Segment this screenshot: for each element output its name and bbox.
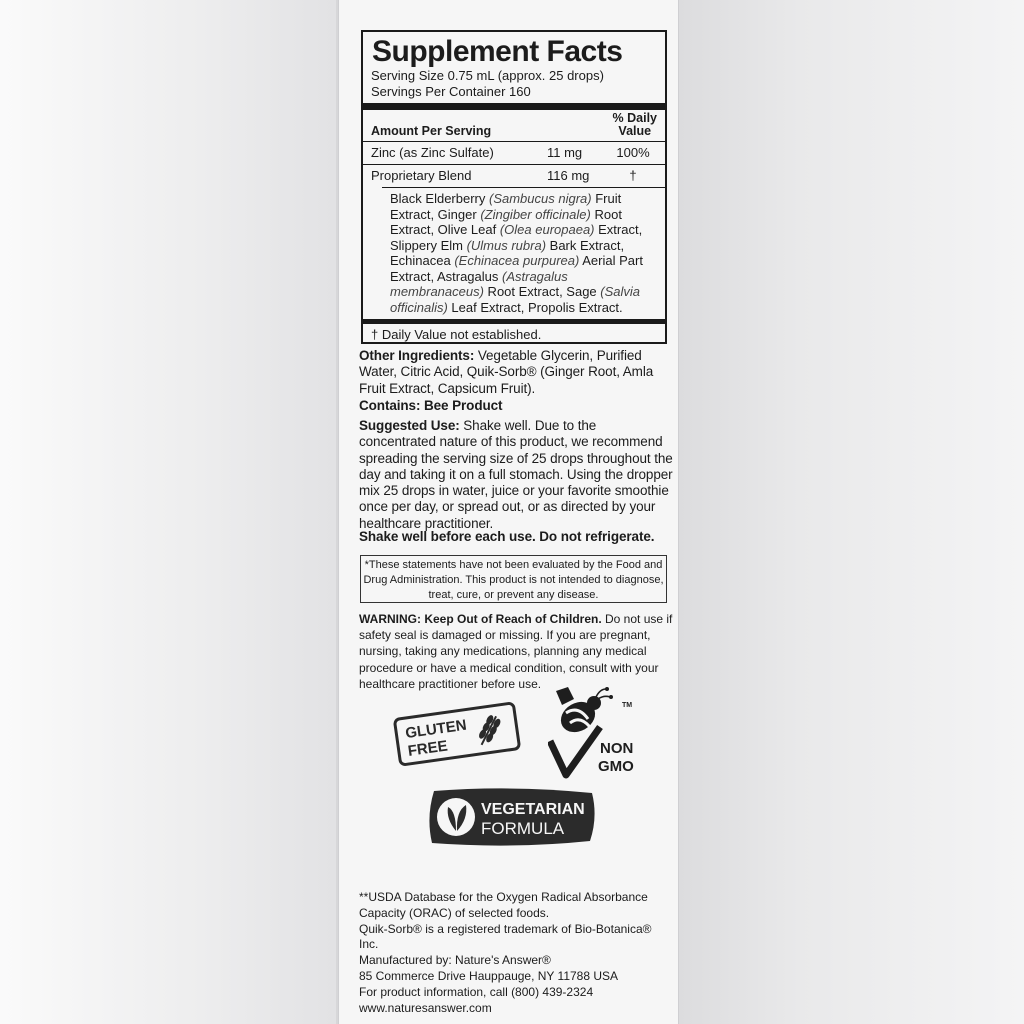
nutrient-row-zinc <box>371 142 657 164</box>
botanical-name: (Sambucus nigra) <box>488 191 592 206</box>
trademark-note: Quik-Sorb® is a registered trademark of Bio-Botanica® Inc. <box>359 921 652 952</box>
nutrient-daily-value: † <box>629 168 637 183</box>
blend-text: Aerial Part Extract, Astragalus <box>390 253 643 284</box>
non-gmo-badge <box>548 683 648 783</box>
warning-label: WARNING: Keep Out of Reach of Children. <box>359 612 602 626</box>
daily-value-footnote: † Daily Value not established. <box>371 327 542 342</box>
warning <box>359 611 674 692</box>
suggested-use <box>359 418 674 532</box>
other-ingredients <box>359 348 674 397</box>
box-right-side <box>678 0 1024 1024</box>
website: www.naturesanswer.com <box>359 1000 492 1015</box>
botanical-name: (Zingiber officinale) <box>480 206 591 222</box>
manufacturer: Manufactured by: Nature's Answer® <box>359 953 551 968</box>
blend-text: Root Extract, Sage <box>483 284 601 299</box>
daily-value-header-line1: % Daily <box>612 111 657 125</box>
nutrient-amount: 11 mg <box>547 145 583 160</box>
warning-text: Do not use if safety seal is damaged or missing. If you are pregnant, nursing, taking any medications, planning any medical procedure or have a medical condition, consult with your healthcare practitioner before use. <box>359 612 673 691</box>
blend-text: Extract, Slippery Elm <box>390 222 643 253</box>
leaf-icon <box>437 798 475 836</box>
nutrient-name: Proprietary Blend <box>371 168 472 183</box>
checkmark-icon <box>550 727 600 775</box>
serving-size: Serving Size 0.75 mL (approx. 25 drops) <box>371 68 604 83</box>
nutrient-amount: 116 mg <box>547 168 590 183</box>
usda-note: **USDA Database for the Oxygen Radical Absorbance Capacity (ORAC) of selected foods. <box>359 890 648 920</box>
non-gmo-text-line2: GMO <box>598 758 634 775</box>
botanical-name: (Salvia officinalis) <box>390 284 641 315</box>
amount-header-row <box>363 110 665 142</box>
blend-text: Bark Extract, Echinacea <box>390 237 625 268</box>
daily-value-header-line2: Value <box>618 124 652 138</box>
amount-per-serving-label: Amount Per Serving <box>371 124 492 138</box>
contains-notice: Contains: Bee Product <box>359 398 503 413</box>
trademark-symbol: TM <box>622 702 633 709</box>
other-ingredients-text: Vegetable Glycerin, Purified Water, Citric Acid, Quik-Sorb® (Ginger Root, Amla Fruit Extract, Capsicum Fruit). <box>359 348 654 396</box>
bee-icon <box>555 687 613 738</box>
shake-notice: Shake well before each use. Do not refrigerate. <box>359 529 655 544</box>
supplement-facts-box <box>361 30 667 344</box>
supplement-facts-title: Supplement Facts <box>372 35 623 68</box>
botanical-name: (Echinacea purpurea) <box>454 253 580 268</box>
blend-text: Leaf Extract, Propolis Extract. <box>447 299 623 315</box>
fda-disclaimer-box <box>360 555 667 603</box>
servings-per-container: Servings Per Container 160 <box>371 84 531 99</box>
nutrient-name: Zinc (as Zinc Sulfate) <box>371 145 494 160</box>
blend-text: Black Elderberry <box>390 191 489 206</box>
box-left-side <box>0 0 336 1024</box>
suggested-use-text: Shake well. Due to the concentrated nature of this product, we recommend spreading the serving size of 25 drops throughout the day and taking it on a full stomach. Using the dropper mix 25 drops in water, juice or your favorite smoothie once per day, or spread out, or as directed by your healthcare practitioner. <box>359 418 673 531</box>
suggested-use-label: Suggested Use: <box>359 418 460 433</box>
address: 85 Commerce Drive Hauppauge, NY 11788 USA <box>359 968 619 983</box>
botanical-name: (Ulmus rubra) <box>466 237 547 253</box>
contact-phone: For product information, call (800) 439-2324 <box>359 984 594 999</box>
proprietary-blend-ingredients <box>371 188 657 319</box>
gluten-free-text-line1: GLUTEN <box>404 716 468 743</box>
gluten-free-text-line2: FREE <box>406 737 449 760</box>
blend-text: Fruit Extract, Ginger <box>390 191 622 222</box>
nutrient-daily-value: 100% <box>616 145 650 160</box>
vegetarian-formula-badge <box>426 787 598 847</box>
footer-small-print <box>359 890 674 1016</box>
thick-divider <box>363 103 665 110</box>
formula-text: FORMULA <box>481 819 565 838</box>
daily-value-header <box>613 112 657 138</box>
other-ingredients-label: Other Ingredients: <box>359 348 475 363</box>
blend-text: Root Extract, Olive Leaf <box>390 206 622 237</box>
non-gmo-text-line1: NON <box>600 740 634 757</box>
fda-disclaimer-text: *These statements have not been evaluated by the Food and Drug Administration. This product is not intended to diagnose, treat, cure, or prevent any disease. <box>363 559 664 601</box>
vegetarian-text: VEGETARIAN <box>481 801 585 818</box>
nutrient-row-blend <box>371 165 657 187</box>
botanical-name: (Olea europaea) <box>499 222 595 237</box>
botanical-name: (Astragalus membranaceus) <box>390 268 568 299</box>
